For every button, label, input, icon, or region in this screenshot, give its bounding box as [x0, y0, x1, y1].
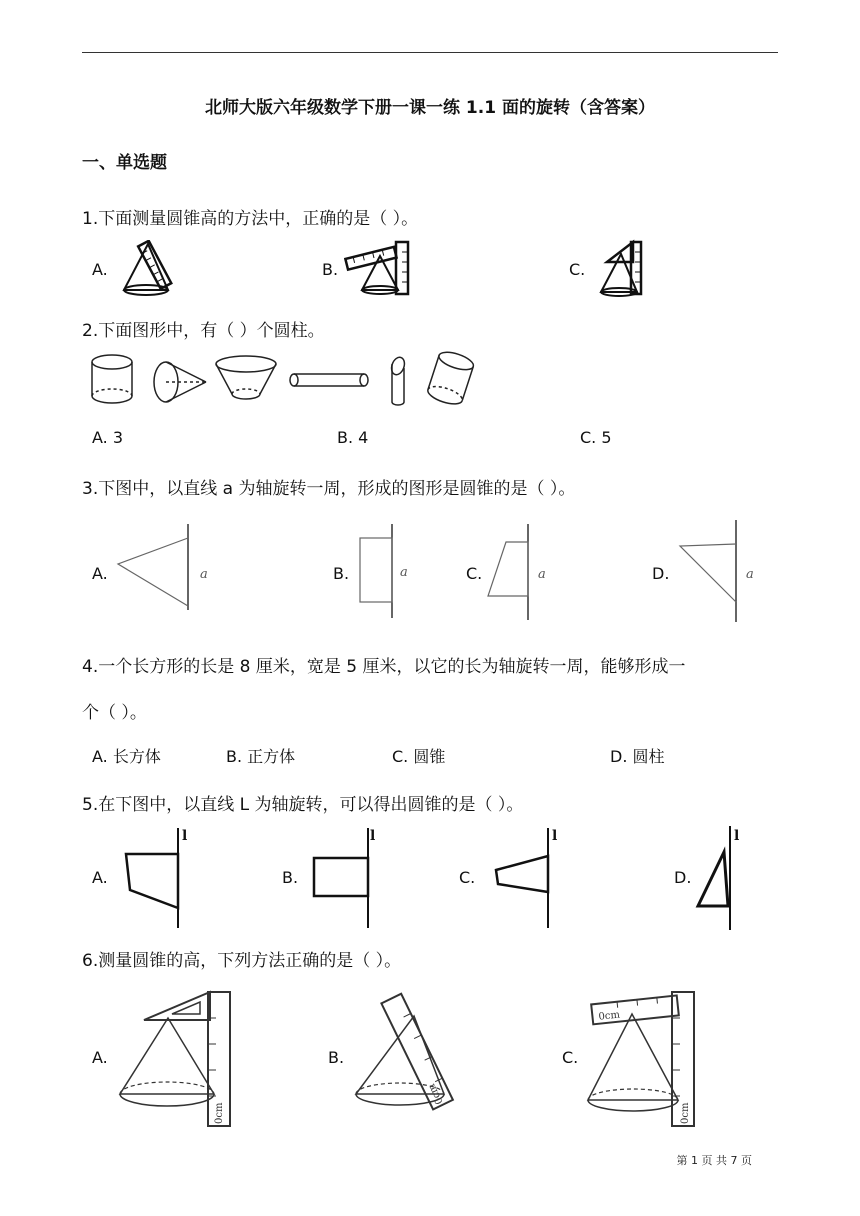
- q1-figure-b: [344, 238, 414, 298]
- q3-figure-c: [484, 522, 554, 622]
- q5-option-b-label[interactable]: B.: [282, 868, 299, 887]
- q6-a-ruler-label: 0cm: [214, 1102, 225, 1124]
- q4-option-a[interactable]: A. 长方体: [92, 747, 161, 766]
- q2-shapes-row: [86, 350, 486, 412]
- q6-figure-a: [114, 988, 244, 1130]
- question-4-text-line2: 个（ ）。: [82, 703, 147, 723]
- q4-option-d[interactable]: D. 圆柱: [610, 747, 665, 766]
- q2-option-a[interactable]: A. 3: [92, 428, 124, 447]
- page-title: 北师大版六年级数学下册一课一练 1.1 面的旋转（含答案）: [205, 98, 655, 118]
- header-rule: [82, 52, 778, 53]
- q2-option-c[interactable]: C. 5: [580, 428, 612, 447]
- question-5-text: 5.在下图中，以直线 L 为轴旋转，可以得出圆锥的是（ ）。: [82, 795, 524, 815]
- q3-option-c-label[interactable]: C.: [466, 564, 483, 583]
- q1-option-c-label[interactable]: C.: [569, 260, 586, 279]
- q3-option-b-label[interactable]: B.: [333, 564, 350, 583]
- q5-figure-b: [306, 824, 386, 930]
- q4-option-b[interactable]: B. 正方体: [226, 747, 296, 766]
- question-3-text: 3.下图中，以直线 a 为轴旋转一周，形成的图形是圆锥的是（ ）。: [82, 479, 576, 499]
- q3-option-d-label[interactable]: D.: [652, 564, 670, 583]
- section-heading: 一、单选题: [82, 153, 167, 173]
- q3-axis-label-c: a: [538, 567, 546, 582]
- q1-figure-c: [597, 238, 647, 298]
- q6-option-c-label[interactable]: C.: [562, 1048, 579, 1067]
- slanted-cylinder-shape: [389, 355, 406, 405]
- q5-option-c-label[interactable]: C.: [459, 868, 476, 887]
- cone-side-shape: [154, 362, 206, 402]
- tilted-cylinder-shape: [426, 350, 476, 407]
- q6-figure-b: [350, 990, 480, 1118]
- q6-option-b-label[interactable]: B.: [328, 1048, 345, 1067]
- question-2-text: 2.下面图形中，有（ ）个圆柱。: [82, 321, 325, 341]
- q5-figure-a: [118, 824, 198, 930]
- q1-figure-a: [116, 240, 176, 300]
- page-number-footer: 第 1 页 共 7 页: [676, 1154, 752, 1167]
- q6-c-side-ruler-label: 0cm: [680, 1102, 691, 1124]
- question-4-text-line1: 4.一个长方形的长是 8 厘米，宽是 5 厘米，以它的长为轴旋转一周，能够形成一: [82, 657, 686, 677]
- q5-figure-d: [694, 822, 754, 932]
- q1-option-b-label[interactable]: B.: [322, 260, 339, 279]
- q3-option-a-label[interactable]: A.: [92, 564, 108, 583]
- q6-c-top-ruler-label: 0cm: [597, 1009, 621, 1023]
- cylinder-shape-1: [92, 355, 132, 403]
- q6-b-ruler-label: 0cm: [426, 1081, 446, 1106]
- q5-axis-label-b: l: [370, 828, 376, 844]
- q5-axis-label-a: l: [182, 828, 188, 844]
- q5-axis-label-c: l: [552, 828, 558, 844]
- rod-cylinder-shape: [290, 374, 368, 386]
- q5-figure-c: [490, 824, 570, 930]
- q1-option-a-label[interactable]: A.: [92, 260, 108, 279]
- q4-option-c[interactable]: C. 圆锥: [392, 747, 446, 766]
- q3-axis-label-d: a: [746, 567, 754, 582]
- question-1-text: 1.下面测量圆锥高的方法中，正确的是（ ）。: [82, 209, 419, 229]
- question-6-text: 6.测量圆锥的高，下列方法正确的是（ ）。: [82, 951, 402, 971]
- q6-figure-c: [584, 984, 704, 1130]
- q6-option-a-label[interactable]: A.: [92, 1048, 108, 1067]
- q3-figure-b: [352, 522, 412, 622]
- q5-axis-label-d: l: [734, 828, 740, 844]
- q5-option-d-label[interactable]: D.: [674, 868, 692, 887]
- q3-figure-d: [674, 518, 764, 624]
- q5-option-a-label[interactable]: A.: [92, 868, 108, 887]
- q3-axis-label-a: a: [200, 567, 208, 582]
- q3-axis-label-b: a: [400, 565, 408, 580]
- q2-option-b[interactable]: B. 4: [337, 428, 369, 447]
- q3-figure-a: [112, 522, 222, 622]
- frustum-shape: [216, 356, 276, 399]
